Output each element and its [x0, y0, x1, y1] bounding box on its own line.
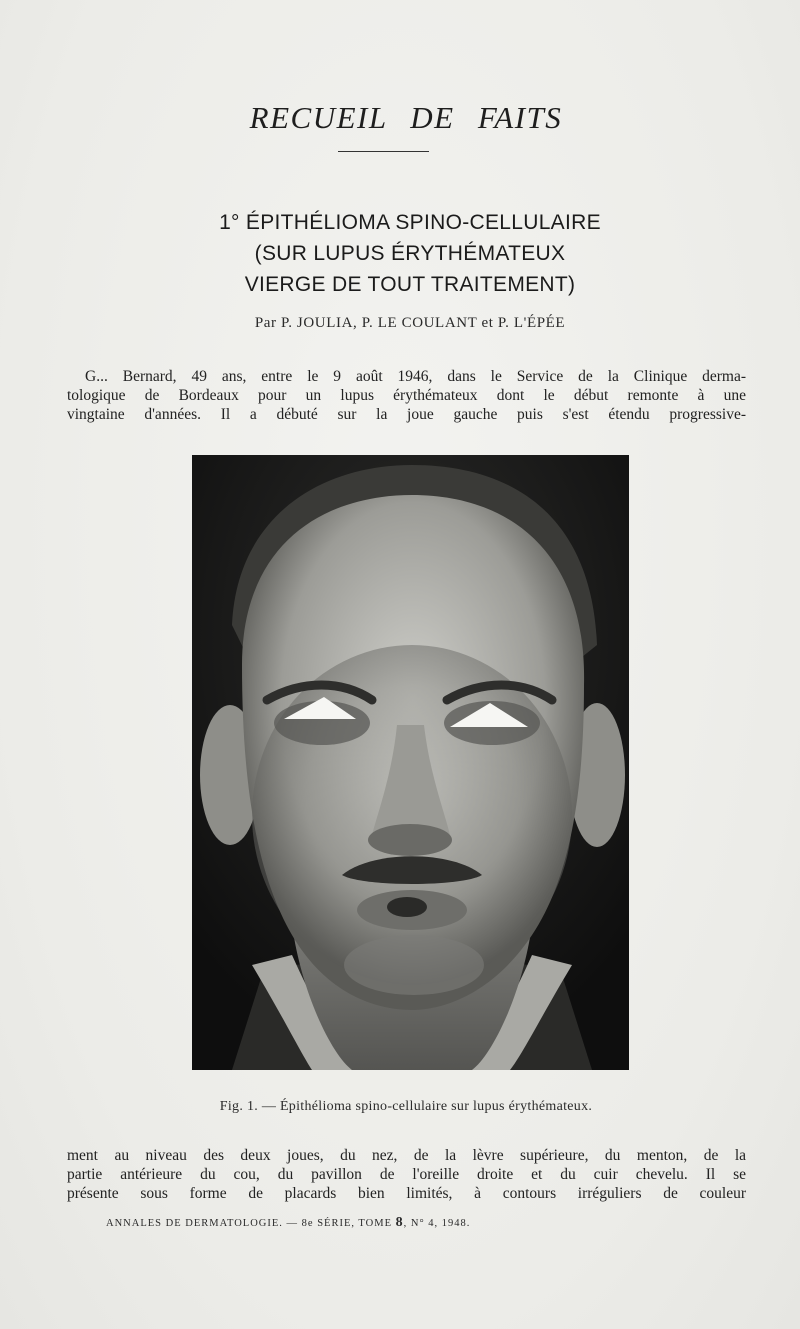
paragraph-line: tologique de Bordeaux pour un lupus érythémateux dont le début remonte à une	[67, 387, 746, 404]
article-authors: Par P. JOULIA, P. LE COULANT et P. L'ÉPÉE	[254, 315, 566, 331]
paragraph-line: G... Bernard, 49 ans, entre le 9 août 1946, dans le Service de la Clinique derma-	[85, 368, 746, 385]
heading-divider	[338, 151, 429, 152]
footer-issue: , N° 4, 1948.	[403, 1218, 471, 1229]
article-title-line: VIERGE DE TOUT TRAITEMENT)	[244, 273, 576, 296]
footer-journal: ANNALES DE DERMATOLOGIE. — 8e SÉRIE, TOME	[106, 1218, 392, 1229]
paragraph-line: ment au niveau des deux joues, du nez, de la lèvre supérieure, du menton, de la	[67, 1147, 746, 1164]
patient-photograph	[192, 455, 629, 1070]
journal-footer	[106, 1215, 470, 1231]
paragraph-line: présente sous forme de placards bien limités, à contours irréguliers de couleur	[67, 1185, 746, 1202]
section-heading: RECUEIL DE FAITS	[249, 100, 563, 135]
body-paragraph-intro	[67, 367, 746, 424]
paragraph-line: partie antérieure du cou, du pavillon de l'oreille droite et du cuir chevelu. Il se	[67, 1166, 746, 1183]
body-paragraph-continued	[67, 1146, 746, 1203]
paragraph-line: vingtaine d'années. Il a débuté sur la joue gauche puis s'est étendu progressive-	[67, 406, 746, 423]
article-title-line: 1° ÉPITHÉLIOMA SPINO-CELLULAIRE	[219, 211, 601, 234]
footer-tome: 8	[395, 1215, 404, 1230]
figure-caption: Fig. 1. — Épithélioma spino-cellulaire sur lupus érythémateux.	[219, 1099, 593, 1114]
article-title-line: (SUR LUPUS ÉRYTHÉMATEUX	[254, 242, 566, 265]
article-title	[160, 207, 660, 300]
